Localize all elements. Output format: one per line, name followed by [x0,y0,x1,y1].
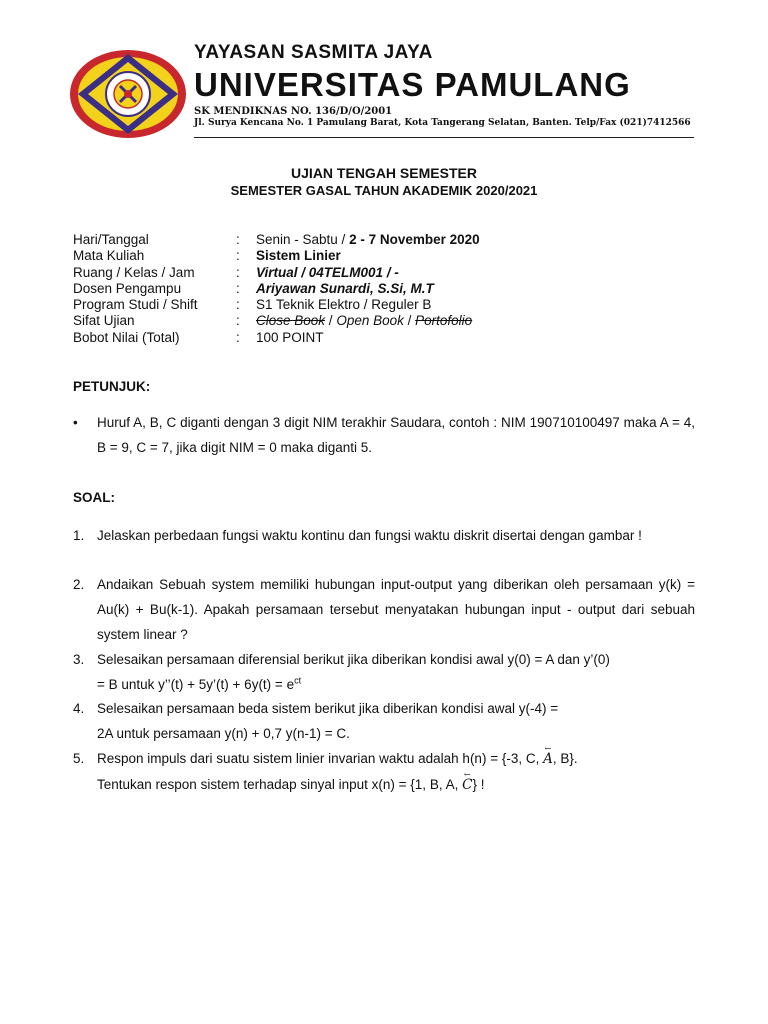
decree-number: SK MENDIKNAS NO. 136/D/O/2001 [194,106,393,117]
info-row-course [73,248,480,264]
instructions-heading: PETUNJUK: [73,379,151,394]
question-line [97,672,695,697]
exam-subtitle: SEMESTER GASAL TAHUN AKADEMIK 2020/2021 [230,183,538,198]
info-value: 2 - 7 November 2020 [349,232,480,247]
question-3 [73,647,695,697]
question-text: Jelaskan perbedaan fungsi waktu kontinu dan fungsi waktu diskrit disertai dengan gambar ! [97,528,642,543]
question-text [97,746,695,798]
origin-marked-value: ← C [462,773,472,798]
info-label: Sifat Ujian [73,313,135,329]
info-label: Hari/Tanggal [73,232,149,247]
exam-title: UJIAN TENGAH SEMESTER [291,165,477,181]
university-crest-icon [68,48,188,140]
info-colon: : [236,248,240,264]
foundation-name: YAYASAN SASMITA JAYA [194,42,433,63]
question-4 [73,696,695,746]
question-line: Selesaikan persamaan beda sistem berikut jika diberikan kondisi awal y(-4) = [97,701,559,716]
question-segment: Tentukan respon sistem terhadap sinyal input x(n) = {1, B, A, [97,777,463,792]
question-number: 5. [73,751,85,766]
question-2 [73,572,695,647]
info-colon: : [236,297,240,313]
info-value-prefix: Senin - Sabtu / [256,232,350,247]
info-value: S1 Teknik Elektro / Reguler B [256,297,432,313]
questions-heading: SOAL: [73,490,115,505]
info-row-nature [73,313,480,329]
instruction-text: Huruf A, B, C diganti dengan 3 digit NIM terakhir Saudara, contoh : NIM 190710100497 maka A = 4, B = 9, C = 7, jika digit NIM = 0 maka diganti 5. [97,415,695,455]
header-divider [194,137,694,138]
option-separator: / [325,313,337,329]
equation-text: = B untuk y’’(t) + 5y’(t) + 6y(t) = e [97,677,295,692]
question-text [97,647,695,697]
question-5 [73,746,695,798]
bullet-icon: • [73,415,78,430]
info-label: Dosen Pengampu [73,280,182,296]
question-text: Andaikan Sebuah system memiliki hubungan input-output yang diberikan oleh persamaan y(k) = Au(k) + Bu(k-1). Apakah persamaan tersebut menyatakan hubungan input - output dari sebuah system linear ? [97,577,695,642]
question-text [97,696,695,746]
info-label: Ruang / Kelas / Jam [73,264,195,280]
info-value: Virtual / 04TELM001 / - [256,264,399,280]
info-label: Program Studi / Shift [73,297,198,313]
info-value: 100 POINT [256,329,324,345]
question-segment: , B}. [552,751,578,766]
info-row-day-date [73,232,480,248]
question-number: 3. [73,652,85,667]
info-label: Bobot Nilai (Total) [73,329,180,345]
info-label: Mata Kuliah [73,248,145,264]
info-colon: : [236,280,240,296]
instruction-item [73,410,695,460]
question-number: 4. [73,701,85,716]
info-colon: : [236,232,240,247]
info-row-lecturer [73,281,480,297]
info-colon: : [236,264,240,280]
exam-info [73,232,480,346]
info-row-room [73,265,480,281]
question-line [97,772,695,798]
question-1 [73,523,695,548]
question-segment: Respon impuls dari suatu sistem linier invarian waktu adalah h(n) = {-3, C, [97,751,544,766]
info-colon: : [236,313,240,329]
university-address: Jl. Surya Kencana No. 1 Pamulang Barat, Kota Tangerang Selatan, Banten. Telp/Fax (021)7412566 [194,118,691,128]
question-segment: } ! [472,777,485,792]
question-line: Selesaikan persamaan diferensial berikut jika diberikan kondisi awal y(0) = A dan y’(0) [97,652,610,667]
university-name: UNIVERSITAS PAMULANG [194,66,631,103]
question-number: 1. [73,528,85,543]
exponent: ct [294,675,302,686]
option-portofolio: Portofolio [415,313,473,329]
info-value: Ariyawan Sunardi, S.Si, M.T [256,280,434,296]
option-close-book: Close Book [256,313,326,329]
info-colon: : [236,329,240,345]
origin-marked-value: ← A [543,747,553,772]
question-line [97,746,695,772]
option-open-book: Open Book [336,313,404,329]
question-line: 2A untuk persamaan y(n) + 0,7 y(n-1) = C. [97,726,350,741]
question-number: 2. [73,577,85,592]
info-value: Sistem Linier [256,248,341,264]
info-row-program [73,297,480,313]
info-row-weight [73,330,480,346]
option-separator: / [403,313,416,329]
